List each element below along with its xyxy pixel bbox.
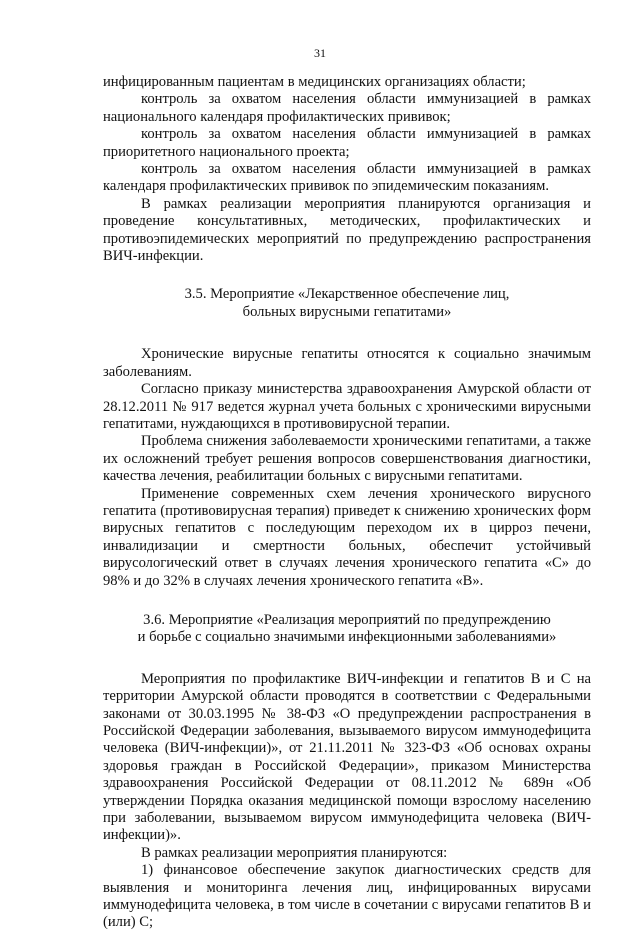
paragraph: Проблема снижения заболеваемости хроническими гепатитами, а также их осложнений требует решения вопросов совершенствования диагностики, качества лечения, реабилитации больных с вирусными гепатитами. [103,433,591,485]
heading-line: и борьбе с социально значимыми инфекционными заболеваниями» [137,629,557,646]
paragraph: Мероприятия по профилактике ВИЧ-инфекции и гепатитов В и С на территории Амурской области проводятся в соответствии с Федеральными законами от 30.03.1995 № 38-ФЗ «О предупреждении распространения в Российской Федерации заболевания, вызываемого вирусом иммунодефицита человека (ВИЧ-инфекции)», от 21.11.2011 № 323-ФЗ «Об основах охраны здоровья граждан в Российской Федерации», приказом Министерства здравоохранения Российской Федерации от 08.11.2012 № 689н «Об утверждении Порядка оказания медицинской помощи взрослому населению при заболевании, вызываемом вирусом иммунодефицита человека (ВИЧ-инфекции)». [103,670,591,844]
section-heading-3-5 [103,286,591,321]
paragraph: Согласно приказу министерства здравоохранения Амурской области от 28.12.2011 № 917 ведется журнал учета больных с хроническими вирусными гепатитами, нуждающихся в противовирусной терапии. [103,381,591,432]
paragraph: Хронические вирусные гепатиты относятся к социально значимым заболеваниям. [103,346,591,380]
paragraph: инфицированным пациентам в медицинских организациях области; [103,74,526,90]
paragraph: 1) финансовое обеспечение закупок диагностических средств для выявления и мониторинга лечения лиц, инфицированных вирусами иммунодефицита человека, в том числе в сочетании с вирусами гепатитов В и (или) С; [103,862,591,931]
paragraph: контроль за охватом населения области иммунизацией в рамках национального календаря профилактических прививок; [103,91,591,125]
paragraph: контроль за охватом населения области иммунизацией в рамках календаря профилактических прививок по эпидемическим показаниям. [103,161,591,195]
paragraph: В рамках реализации мероприятия планируются: [141,844,448,861]
paragraph: контроль за охватом населения области иммунизацией в рамках приоритетного национального проекта; [103,126,591,160]
heading-line: 3.6. Мероприятие «Реализация мероприятий по предупреждению [143,611,551,628]
paragraph: В рамках реализации мероприятия планируются организация и проведение консультативных, методических, профилактических и противоэпидемических мероприятий по предупреждению распространения ВИЧ-инфекции. [103,195,591,265]
section-heading-3-6 [103,612,591,647]
heading-line: больных вирусными гепатитами» [242,303,452,320]
paragraph: Применение современных схем лечения хронического вирусного гепатита (противовирусная терапия) приведет к снижению хронических форм вирусных гепатитов с последующим переходом их в цирроз печени, инвалидизации и смертности больных, обеспечит устойчивый вирусологический ответ в случаях лечения хронического гепатита «С» до 98% и до 32% в случаях лечения хронического гепатита «В». [103,485,591,589]
heading-line: 3.5. Мероприятие «Лекарственное обеспечение лиц, [184,286,510,303]
document-body [103,74,591,932]
page-number: 31 [314,46,326,60]
